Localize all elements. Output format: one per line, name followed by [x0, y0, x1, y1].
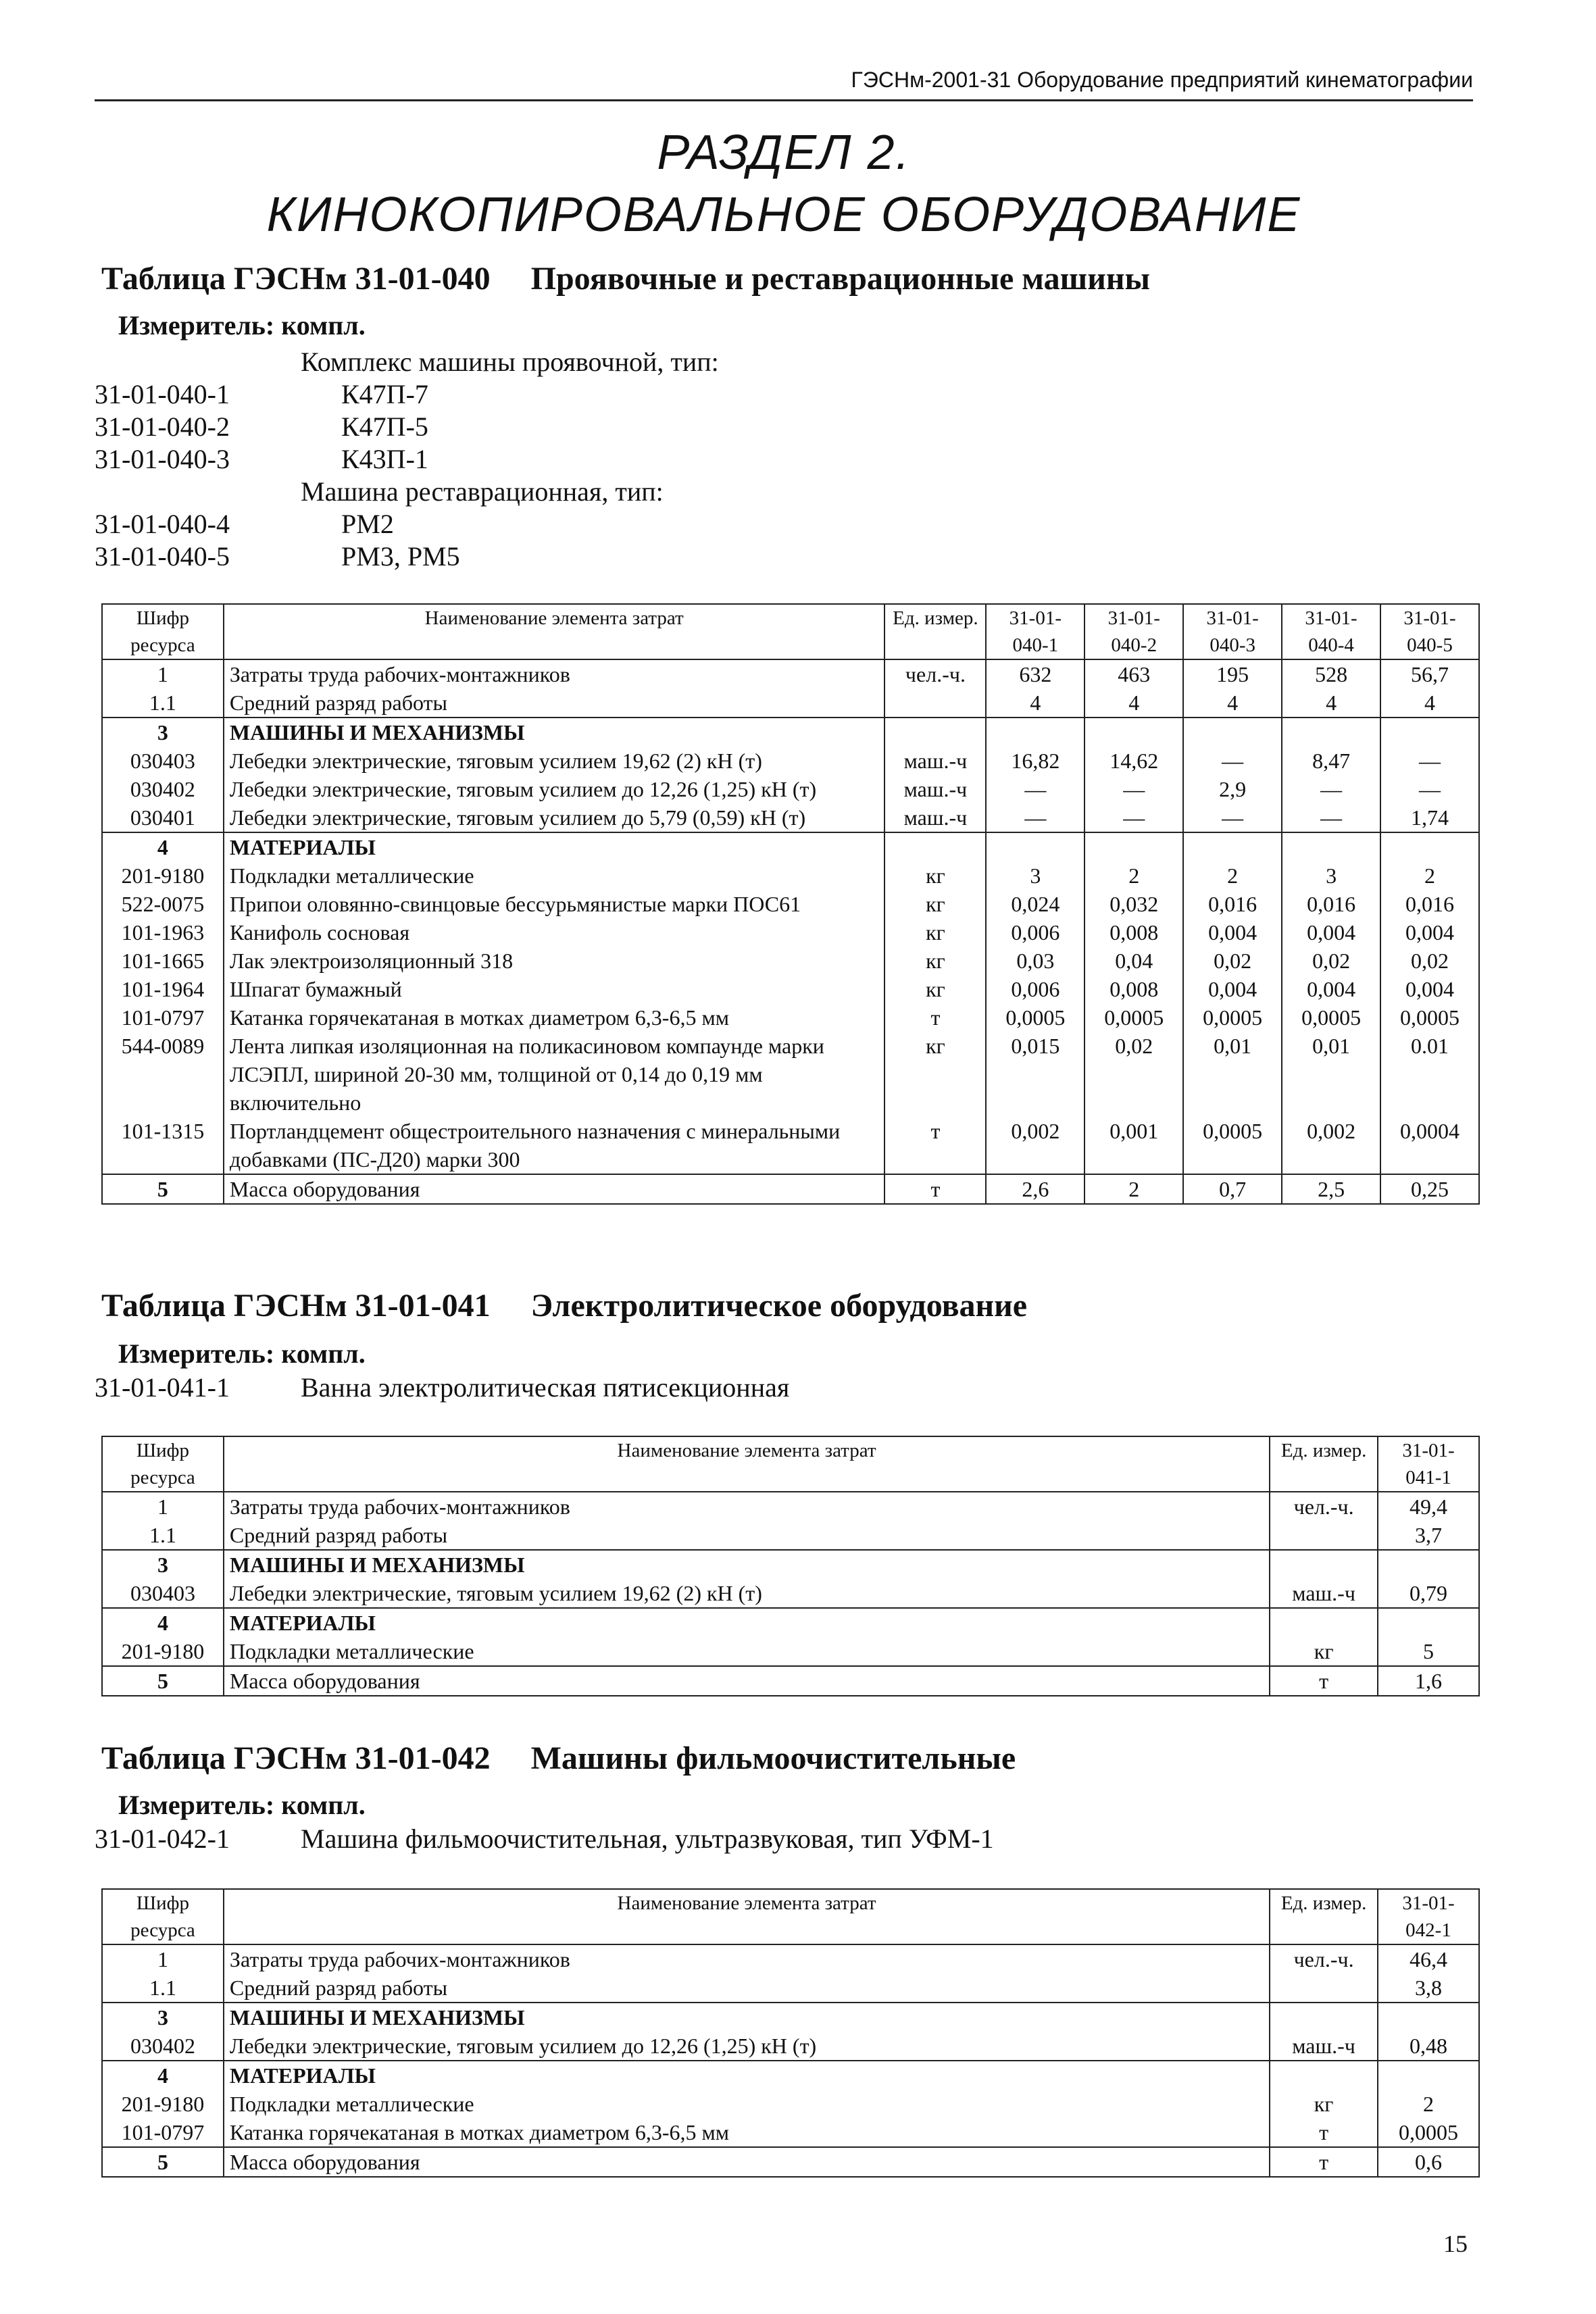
row-value: 0,002	[986, 1117, 1084, 1174]
row-value: 2,9	[1183, 775, 1282, 803]
table-row	[102, 1174, 1479, 1204]
row-value: —	[1380, 775, 1479, 803]
row-code: 201-9180	[102, 861, 224, 890]
table-041-item-name: Ванна электролитическая пятисекционная	[301, 1372, 790, 1403]
row-unit: т	[884, 1117, 986, 1174]
row-unit: т	[1270, 2118, 1378, 2147]
row-value: 1,74	[1380, 803, 1479, 832]
row-code: 030401	[102, 803, 224, 832]
row-value: 0,01	[1282, 1032, 1380, 1117]
row-value: 0,004	[1380, 975, 1479, 1003]
row-unit: т	[884, 1003, 986, 1032]
row-value: 0,6	[1378, 2147, 1479, 2177]
row-value: 0,04	[1084, 947, 1183, 975]
row-value: 0,004	[1183, 918, 1282, 947]
row-value: 0,016	[1183, 890, 1282, 918]
row-name: Масса оборудования	[224, 2147, 1270, 2177]
row-name: Портландцемент общестроительного назначения с минеральными добавками (ПС-Д20) марки 300	[224, 1117, 885, 1174]
row-value: 4	[1380, 688, 1479, 718]
table-040-item-code: 31-01-040-2	[95, 411, 230, 442]
row-value: 195	[1183, 659, 1282, 688]
row-value: —	[1380, 747, 1479, 775]
table-row	[102, 1579, 1479, 1608]
row-unit: кг	[1270, 1637, 1378, 1666]
row-name: Затраты труда рабочих-монтажников	[224, 659, 885, 688]
row-code: 030402	[102, 775, 224, 803]
row-code: 4	[102, 1608, 224, 1637]
table-row	[102, 1117, 1479, 1174]
col-header-value: 31-01- 041-1	[1378, 1436, 1479, 1492]
row-code: 3	[102, 718, 224, 747]
row-value: 0,01	[1183, 1032, 1282, 1117]
row-value: 14,62	[1084, 747, 1183, 775]
table-row	[102, 2118, 1479, 2147]
row-value: 0,001	[1084, 1117, 1183, 1174]
table-header-row	[102, 1889, 1479, 1944]
row-value: 4	[1282, 688, 1380, 718]
col-header-value: 31-01- 040-1	[986, 604, 1084, 659]
row-unit	[884, 688, 986, 718]
row-unit: маш.-ч	[884, 747, 986, 775]
row-code: 3	[102, 1550, 224, 1579]
col-header-value: 31-01- 040-5	[1380, 604, 1479, 659]
row-unit: кг	[884, 975, 986, 1003]
row-unit: кг	[884, 918, 986, 947]
table-040-group2-label: Машина реставрационная, тип:	[301, 476, 664, 507]
table-row	[102, 775, 1479, 803]
col-header-name: Наименование элемента затрат	[224, 1889, 1270, 1944]
table-042-grid	[101, 1888, 1480, 2178]
row-code: 3	[102, 2003, 224, 2032]
row-unit: маш.-ч	[884, 775, 986, 803]
table-row	[102, 1492, 1479, 1521]
row-unit: чел.-ч.	[884, 659, 986, 688]
table-row	[102, 2090, 1479, 2118]
row-value: 2	[1084, 1174, 1183, 1204]
row-value: 4	[1084, 688, 1183, 718]
col-header-unit: Ед. измер.	[1270, 1436, 1378, 1492]
table-042-item-name: Машина фильмоочистительная, ультразвуковая, тип УФМ-1	[301, 1823, 994, 1854]
row-code: 030403	[102, 1579, 224, 1608]
row-value: 0.01	[1380, 1032, 1479, 1117]
row-value: 3,8	[1378, 1973, 1479, 2003]
row-value: 0,015	[986, 1032, 1084, 1117]
col-header-code: Шифр ресурса	[102, 1889, 224, 1944]
row-value: 16,82	[986, 747, 1084, 775]
table-row	[102, 688, 1479, 718]
row-code: 1	[102, 659, 224, 688]
row-value: 0,002	[1282, 1117, 1380, 1174]
row-value: —	[1183, 803, 1282, 832]
table-041-meter: Измеритель: компл.	[118, 1338, 366, 1369]
table-040-item-name: К47П-7	[341, 379, 428, 409]
row-name: Лак электроизоляционный 318	[224, 947, 885, 975]
row-value: 4	[1183, 688, 1282, 718]
table-042-item-code: 31-01-042-1	[95, 1823, 230, 1854]
col-header-code: Шифр ресурса	[102, 604, 224, 659]
row-code: 1	[102, 1492, 224, 1521]
row-value: 0,004	[1282, 975, 1380, 1003]
row-value: 0,0005	[1084, 1003, 1183, 1032]
row-name: Лебедки электрические, тяговым усилием до 12,26 (1,25) кН (т)	[224, 775, 885, 803]
row-name: Лебедки электрические, тяговым усилием до 12,26 (1,25) кН (т)	[224, 2032, 1270, 2061]
row-code: 030403	[102, 747, 224, 775]
page-header: ГЭСНм-2001-31 Оборудование предприятий кинематографии	[95, 68, 1473, 101]
row-name: МАТЕРИАЛЫ	[224, 2061, 1270, 2090]
row-value: 3	[1282, 861, 1380, 890]
table-row	[102, 861, 1479, 890]
row-value: 56,7	[1380, 659, 1479, 688]
row-name: Лебедки электрические, тяговым усилием 19,62 (2) кН (т)	[224, 1579, 1270, 1608]
table-041-heading	[101, 1287, 1027, 1324]
row-value: 0,79	[1378, 1579, 1479, 1608]
col-header-unit: Ед. измер.	[1270, 1889, 1378, 1944]
row-code: 5	[102, 2147, 224, 2177]
row-unit	[1270, 1973, 1378, 2003]
row-value: 0,032	[1084, 890, 1183, 918]
row-name: Лента липкая изоляционная на поликасиновом компаунде марки ЛСЭПЛ, шириной 20-30 мм, толщиной от 0,14 до 0,19 мм включительно	[224, 1032, 885, 1117]
table-040-meter: Измеритель: компл.	[118, 310, 366, 341]
row-unit: маш.-ч	[1270, 2032, 1378, 2061]
row-code: 5	[102, 1174, 224, 1204]
row-name: Средний разряд работы	[224, 688, 885, 718]
row-code: 201-9180	[102, 1637, 224, 1666]
section-title-line2: КИНОКОПИРОВАЛЬНОЕ ОБОРУДОВАНИЕ	[266, 188, 1301, 242]
row-value: 0,02	[1380, 947, 1479, 975]
row-value: 0,02	[1183, 947, 1282, 975]
row-value: 0,006	[986, 918, 1084, 947]
row-name: Средний разряд работы	[224, 1521, 1270, 1550]
table-row	[102, 1550, 1479, 1579]
row-unit: кг	[1270, 2090, 1378, 2118]
table-040-grid	[101, 603, 1480, 1205]
row-code: 101-1964	[102, 975, 224, 1003]
table-040-item-name: РМ3, РМ5	[341, 541, 460, 572]
table-row	[102, 1973, 1479, 2003]
table-041-name: Электролитическое оборудование	[530, 1288, 1028, 1324]
row-name: Припои оловянно-свинцовые бессурьмянистые марки ПОС61	[224, 890, 885, 918]
row-code: 1	[102, 1944, 224, 1973]
table-041-grid	[101, 1436, 1480, 1696]
row-unit: т	[884, 1174, 986, 1204]
row-value: 2	[1183, 861, 1282, 890]
row-value: 0,016	[1380, 890, 1479, 918]
row-value: 528	[1282, 659, 1380, 688]
row-unit: кг	[884, 947, 986, 975]
row-value: 0,0005	[1282, 1003, 1380, 1032]
row-name: МАТЕРИАЛЫ	[224, 832, 885, 861]
table-040-heading	[101, 260, 1150, 297]
table-041-item-code: 31-01-041-1	[95, 1372, 230, 1403]
row-name: МАШИНЫ И МЕХАНИЗМЫ	[224, 2003, 1270, 2032]
col-header-unit: Ед. измер.	[884, 604, 986, 659]
page-number: 15	[1443, 2230, 1468, 2257]
row-name: Лебедки электрические, тяговым усилием 19,62 (2) кН (т)	[224, 747, 885, 775]
row-value: 0,25	[1380, 1174, 1479, 1204]
row-value: 0,004	[1380, 918, 1479, 947]
table-row	[102, 718, 1479, 747]
row-value: 2,6	[986, 1174, 1084, 1204]
row-unit	[1270, 1521, 1378, 1550]
row-value: 2	[1378, 2090, 1479, 2118]
row-name: Подкладки металлические	[224, 861, 885, 890]
row-name: МАШИНЫ И МЕХАНИЗМЫ	[224, 1550, 1270, 1579]
row-value: 0,008	[1084, 975, 1183, 1003]
row-code: 101-1315	[102, 1117, 224, 1174]
row-code: 101-1963	[102, 918, 224, 947]
row-value: 49,4	[1378, 1492, 1479, 1521]
row-code: 522-0075	[102, 890, 224, 918]
row-code: 101-0797	[102, 1003, 224, 1032]
row-code: 201-9180	[102, 2090, 224, 2118]
row-value: —	[1084, 803, 1183, 832]
table-042-code: Таблица ГЭСНм 31-01-042	[101, 1740, 491, 1776]
table-row	[102, 890, 1479, 918]
row-value: 0,004	[1183, 975, 1282, 1003]
col-header-value: 31-01- 040-3	[1183, 604, 1282, 659]
row-code: 101-1665	[102, 947, 224, 975]
row-unit: т	[1270, 1666, 1378, 1696]
row-name: Шпагат бумажный	[224, 975, 885, 1003]
col-header-code: Шифр ресурса	[102, 1436, 224, 1492]
row-name: Средний разряд работы	[224, 1973, 1270, 2003]
row-code: 1.1	[102, 1973, 224, 2003]
row-value: 632	[986, 659, 1084, 688]
row-code: 030402	[102, 2032, 224, 2061]
col-header-name: Наименование элемента затрат	[224, 1436, 1270, 1492]
row-name: Лебедки электрические, тяговым усилием до 5,79 (0,59) кН (т)	[224, 803, 885, 832]
row-value: 0,02	[1282, 947, 1380, 975]
table-row	[102, 1521, 1479, 1550]
row-value: 0,024	[986, 890, 1084, 918]
row-name: Затраты труда рабочих-монтажников	[224, 1944, 1270, 1973]
section-title-line1: РАЗДЕЛ 2.	[657, 126, 911, 180]
row-value: 0,004	[1282, 918, 1380, 947]
row-unit: кг	[884, 1032, 986, 1117]
row-name: Катанка горячекатаная в мотках диаметром 6,3-6,5 мм	[224, 1003, 885, 1032]
row-name: Катанка горячекатаная в мотках диаметром 6,3-6,5 мм	[224, 2118, 1270, 2147]
row-value: 0,0005	[1183, 1003, 1282, 1032]
col-header-value: 31-01- 040-4	[1282, 604, 1380, 659]
row-unit: чел.-ч.	[1270, 1492, 1378, 1521]
row-code: 544-0089	[102, 1032, 224, 1117]
row-name: Масса оборудования	[224, 1666, 1270, 1696]
table-040-item-code: 31-01-040-1	[95, 379, 230, 409]
row-unit: чел.-ч.	[1270, 1944, 1378, 1973]
table-row	[102, 1637, 1479, 1666]
row-code: 5	[102, 1666, 224, 1696]
col-header-value: 31-01- 042-1	[1378, 1889, 1479, 1944]
section-title	[95, 122, 1473, 246]
table-row	[102, 1608, 1479, 1637]
row-name: Масса оборудования	[224, 1174, 885, 1204]
row-value: 46,4	[1378, 1944, 1479, 1973]
table-040-item-name: К43П-1	[341, 444, 428, 474]
table-row	[102, 1032, 1479, 1117]
row-value: 5	[1378, 1637, 1479, 1666]
row-unit: кг	[884, 890, 986, 918]
row-value: 2	[1084, 861, 1183, 890]
row-value: 3,7	[1378, 1521, 1479, 1550]
table-042-name: Машины фильмоочистительные	[530, 1740, 1016, 1776]
row-value: 4	[986, 688, 1084, 718]
table-header-row	[102, 604, 1479, 659]
row-name: Затраты труда рабочих-монтажников	[224, 1492, 1270, 1521]
row-value: 8,47	[1282, 747, 1380, 775]
table-040-group1-label: Комплекс машины проявочной, тип:	[301, 347, 719, 377]
row-code: 1.1	[102, 688, 224, 718]
row-value: 0,0005	[1378, 2118, 1479, 2147]
row-code: 4	[102, 832, 224, 861]
row-code: 101-0797	[102, 2118, 224, 2147]
row-name: МАТЕРИАЛЫ	[224, 1608, 1270, 1637]
row-value: 3	[986, 861, 1084, 890]
table-row	[102, 747, 1479, 775]
row-value: 0,016	[1282, 890, 1380, 918]
col-header-name: Наименование элемента затрат	[224, 604, 885, 659]
table-row	[102, 975, 1479, 1003]
row-unit: кг	[884, 861, 986, 890]
row-value: 0,0004	[1380, 1117, 1479, 1174]
row-value: 2	[1380, 861, 1479, 890]
row-name: Подкладки металлические	[224, 1637, 1270, 1666]
row-value: —	[986, 775, 1084, 803]
table-header-row	[102, 1436, 1479, 1492]
table-row	[102, 1666, 1479, 1696]
table-042-meter: Измеритель: компл.	[118, 1790, 366, 1820]
row-code: 1.1	[102, 1521, 224, 1550]
row-value: 463	[1084, 659, 1183, 688]
table-row	[102, 2147, 1479, 2177]
table-row	[102, 2061, 1479, 2090]
row-value: 2,5	[1282, 1174, 1380, 1204]
table-row	[102, 1944, 1479, 1973]
table-040-item-name: РМ2	[341, 509, 394, 539]
table-040-item-code: 31-01-040-5	[95, 541, 230, 572]
table-row	[102, 1003, 1479, 1032]
row-unit: маш.-ч	[1270, 1579, 1378, 1608]
row-name: МАШИНЫ И МЕХАНИЗМЫ	[224, 718, 885, 747]
row-value: —	[1282, 775, 1380, 803]
row-unit: т	[1270, 2147, 1378, 2177]
row-value: 0,0005	[986, 1003, 1084, 1032]
row-value: —	[986, 803, 1084, 832]
row-value: —	[1183, 747, 1282, 775]
table-040-item-name: К47П-5	[341, 411, 428, 442]
table-row	[102, 918, 1479, 947]
table-row	[102, 832, 1479, 861]
row-value: 0,008	[1084, 918, 1183, 947]
table-row	[102, 2003, 1479, 2032]
row-name: Подкладки металлические	[224, 2090, 1270, 2118]
table-row	[102, 803, 1479, 832]
table-040-code: Таблица ГЭСНм 31-01-040	[101, 261, 491, 297]
table-040-item-code: 31-01-040-3	[95, 444, 230, 474]
table-040-name: Проявочные и реставрационные машины	[530, 261, 1150, 297]
table-041-code: Таблица ГЭСНм 31-01-041	[101, 1288, 491, 1324]
row-value: 0,7	[1183, 1174, 1282, 1204]
col-header-value: 31-01- 040-2	[1084, 604, 1183, 659]
row-value: 0,03	[986, 947, 1084, 975]
table-042-heading	[101, 1740, 1016, 1777]
row-value: 0,0005	[1183, 1117, 1282, 1174]
row-unit: маш.-ч	[884, 803, 986, 832]
row-name: Канифоль сосновая	[224, 918, 885, 947]
row-value: 1,6	[1378, 1666, 1479, 1696]
row-code: 4	[102, 2061, 224, 2090]
row-value: —	[1282, 803, 1380, 832]
row-value: 0,006	[986, 975, 1084, 1003]
table-040-item-code: 31-01-040-4	[95, 509, 230, 539]
row-value: 0,0005	[1380, 1003, 1479, 1032]
row-value: —	[1084, 775, 1183, 803]
table-row	[102, 659, 1479, 688]
table-row	[102, 947, 1479, 975]
row-value: 0,02	[1084, 1032, 1183, 1117]
table-row	[102, 2032, 1479, 2061]
row-value: 0,48	[1378, 2032, 1479, 2061]
